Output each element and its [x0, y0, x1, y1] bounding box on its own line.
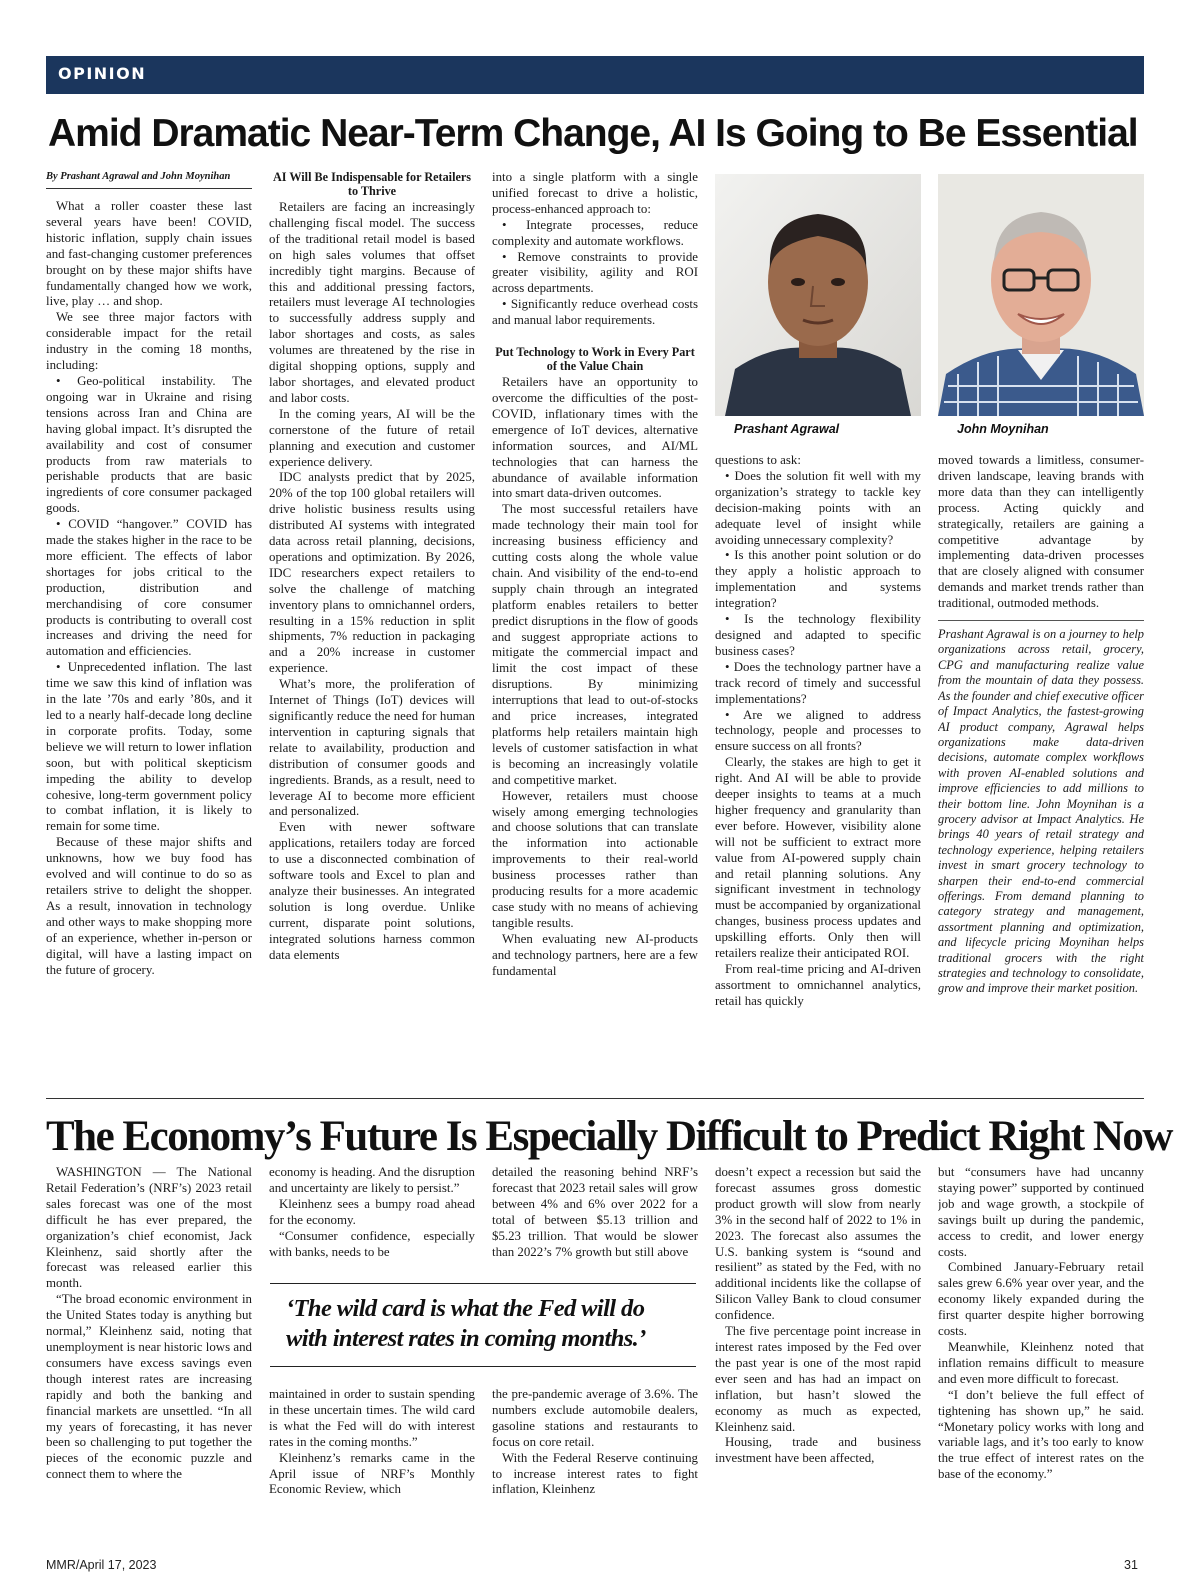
paragraph: Combined January-February retail sales grew 6.6% year over year, and the economy likely expanded during the first quarter despite higher borrowing costs. [938, 1260, 1144, 1339]
paragraph: “The broad economic environment in the United States today is anything but normal,” Kleinhenz said, noting that unemployment is near historic lows and consumers have excess savings even though interest rates are increasing rapidly and both the banking and financial markets are unsettled. “In all my years of forecasting, it has never been so challenging to put together the pieces of the economic puzzle and connect them to where the [46, 1292, 252, 1482]
section-banner [46, 56, 1144, 94]
paragraph: The most successful retailers have made technology their main tool for increasing business efficiency and cutting costs along the whole value chain. And visibility of the end-to-end supply chain through an integrated platform enables retailers to better predict disruptions in the flow of goods and suggest appropriate actions to mitigate the commercial impact and limit the cost impact of these disruptions. By minimizing interruptions that lead to out-of-stocks and price increases, integrated platforms help retailers maintain high levels of customer satisfaction in what is becoming an increasingly volatile and competitive market. [492, 502, 698, 787]
paragraph: Housing, trade and business investment have been affected, [715, 1435, 921, 1466]
paragraph: “Consumer confidence, especially with banks, needs to be [269, 1228, 475, 1259]
author-bio: Prashant Agrawal is on a journey to help organizations across retail, grocery, CPG and manufacturing realize value from the mountain of data they possess. As the founder and chief executive officer of Impact Analytics, the fastest-growing AI product company, Agrawal helps organizations make data-driven decisions, automate complex workflows with proven AI-enabled solutions and improve efficiencies to add millions to their bottom line. John Moynihan is a grocery advisor at Impact Analytics. He brings 40 years of retail strategy and technology experience, helping retailers invest in smart grocery technology to sharpen their end-to-end commercial offerings. From demand planning to category strategy and management, assortment planning and optimization, and lifecycle pricing Moynihan helps traditional grocers with the right strategies and technology to consolidate, grow and improve their market position. [938, 627, 1144, 996]
paragraph: In the coming years, AI will be the cornerstone of the future of retail planning and execution and customer experience delivery. [269, 406, 475, 469]
paragraph: IDC analysts predict that by 2025, 20% of the top 100 global retailers will drive holistic business results using distributed AI systems with integrated data across retail planning, decisions, operations and optimization. By 2026, IDC researchers expect retailers to solve the challenge of matching inventory plans to omnichannel orders, resulting in a 15% reduction in split shipments, 7% reduction in packaging and a 20% increase in customer experience. [269, 470, 475, 676]
paragraph: “I don’t believe the full effect of tightening has shown up,” he said. “Monetary policy works with long and variable lags, and it’s too early to know the true effect of interest rates on the base of the economy.” [938, 1387, 1144, 1482]
paragraph: detailed the reasoning behind NRF’s forecast that 2023 retail sales will grow between 4% and 6% over 2022 for a total of between $5.13 trillion and $5.23 trillion. That would be slower than 2022’s 7% growth but still above [492, 1165, 698, 1259]
paragraph: WASHINGTON — The National Retail Federation’s (NRF’s) 2023 retail sales forecast was one of the most difficult he has ever prepared, the organization’s chief economist, Jack Kleinhenz, said shortly after the forecast was released earlier this month. [46, 1165, 252, 1291]
bullet-paragraph: • COVID “hangover.” COVID has made the stakes higher in the race to be more efficient. The effects of labor shortages for jobs critical to the production, distribution and merchandising of core consumer products is contributing to overall cost increases and driving the need for automation and efficiencies. [46, 517, 252, 659]
paragraph: questions to ask: [715, 453, 801, 467]
article2-column-2-bottom [269, 1387, 475, 1547]
bullet-paragraph: • Integrate processes, reduce complexity and automate workflows. [492, 217, 698, 248]
paragraph: Kleinhenz’s remarks came in the April issue of NRF’s Monthly Economic Review, which [269, 1450, 475, 1497]
paragraph: However, retailers must choose wisely among emerging technologies and choose solutions that can translate the information into actionable improvements to their real-world business processes rather than producing results for a more academic case study with no means of achieving tangible results. [492, 788, 698, 930]
article1-column-1 [46, 170, 252, 1090]
byline: By Prashant Agrawal and John Moynihan [46, 170, 252, 189]
bullet-paragraph: • Significantly reduce overhead costs and manual labor requirements. [492, 297, 698, 328]
footer-publication-date: MMR/April 17, 2023 [46, 1558, 157, 1572]
article2-column-1 [46, 1165, 252, 1545]
article2-column-2-top [269, 1165, 475, 1277]
article1-column-5 [938, 453, 1144, 1090]
article2-headline: The Economy’s Future Is Especially Difficult to Predict Right Now [46, 1113, 1172, 1160]
bio-divider [938, 620, 1144, 621]
article1-column-2 [269, 170, 475, 1090]
article1-column-4 [715, 453, 921, 1090]
paragraph: What a roller coaster these last several years have been! COVID, historic inflation, supply chain issues and fast-changing customer preferences brought on by these major shifts have fundamentally changed how we work, live, play … and shop. [46, 199, 252, 309]
paragraph: Retailers are facing an increasingly challenging fiscal model. The success of the traditional retail model is based on high sales volumes that offset incredibly tight margins. Because of this and additional pressing factors, retailers must leverage AI technologies to successfully address supply and labor shortages and costs, as sales volumes are threatened by the rise in digital shopping options, supply and labor shortages, and elevated product and labor costs. [269, 200, 475, 405]
article2-column-5 [938, 1165, 1144, 1545]
paragraph: Meanwhile, Kleinhenz noted that inflation remains difficult to measure and even more difficult to forecast. [938, 1339, 1144, 1386]
paragraph: We see three major factors with considerable impact for the retail industry in the coming 18 months, including: [46, 310, 252, 373]
footer-page-number: 31 [1124, 1558, 1138, 1572]
photo-prashant-agrawal [715, 174, 921, 416]
bullet-paragraph: • Unprecedented inflation. The last time we saw this kind of inflation was in the late ’70s and early ’80s, and it led to a nearly half-decade long decline in corporate profits. Today, some believe we will return to lower inflation soon, but with political skepticism impeding the ability to develop cohesive, long-term government policy to combat inflation, it is likely to remain for some time. [46, 660, 252, 834]
article-divider [46, 1098, 1144, 1099]
paragraph: doesn’t expect a recession but said the forecast assumes gross domestic product growth will slow from nearly 3% in the second half of 2022 to 1% in 2023. The forecast also assumes the U.S. banking system is “sound and resilient” as stated by the Fed, with no additional incidents like the collapse of Silicon Valley Bank to cloud consumer confidence. [715, 1165, 921, 1323]
article2-column-3-bottom [492, 1387, 698, 1547]
paragraph: Clearly, the stakes are high to get it right. And AI will be able to provide deeper insights to teams at a much higher frequency and granularity than ever before. However, visibility alone will not be sufficient to extract more value from AI-powered supply chain and retail planning solutions. Any significant investment in technology must be accompanied by organizational changes, business process updates and upskilling efforts. Only then will retailers realize their anticipated ROI. [715, 755, 921, 961]
paragraph: into a single platform with a single unified forecast to drive a holistic, process-enhanced approach to: [492, 170, 698, 216]
subhead: Put Technology to Work in Every Part of the Value Chain [495, 345, 695, 374]
paragraph: economy is heading. And the disruption and uncertainty are likely to persist.” [269, 1165, 475, 1195]
photo-john-moynihan [938, 174, 1144, 416]
bullet-paragraph: • Is this another point solution or do they apply a holistic approach to implementation and systems integration? [715, 548, 921, 611]
bullet-paragraph: • Geo-political instability. The ongoing war in Ukraine and rising tensions across Iran and China are having global impact. It’s disrupted the availability and cost of consumer products from raw materials to perishable products that are basic ingredients of core consumer packaged goods. [46, 373, 252, 516]
paragraph: maintained in order to sustain spending in these uncertain times. The wild card is what the Fed will do with interest rates in the coming months.” [269, 1387, 475, 1449]
article2-column-3-top [492, 1165, 698, 1277]
photo-caption-prashant: Prashant Agrawal [734, 422, 840, 436]
article1-headline: Amid Dramatic Near-Term Change, AI Is Going to Be Essential [48, 112, 1138, 155]
article1-column-3 [492, 170, 698, 1090]
bullet-paragraph: • Are we aligned to address technology, people and processes to ensure success on all fronts? [715, 707, 921, 754]
paragraph: but “consumers have had uncanny staying power” supported by continued job and wage growth, a stockpile of savings built up during the pandemic, access to credit, and lower energy costs. [938, 1165, 1144, 1259]
paragraph: Even with newer software applications, retailers today are forced to use a disconnected combination of software tools and Excel to plan and analyze their businesses. An integrated solution is long overdue. Unlike current, disparate point solutions, integrated solutions harness common data elements [269, 820, 475, 962]
bullet-paragraph: • Does the technology partner have a track record of timely and successful implementations? [715, 659, 921, 706]
paragraph: moved towards a limitless, consumer-driven landscape, leaving brands with more data than they can intelligently process. Acting quickly and strategically, retailers are gaining a competitive advantage by implementing data-driven processes that are closely aligned with consumer demands and market trends rather than traditional, outmoded methods. [938, 453, 1144, 611]
paragraph: Because of these major shifts and unknowns, how we buy food has evolved and will continue to do so as retailers strive to delight the shopper. As a result, innovation in technology and other ways to make shopping more of an experience, whether in-person or digital, will have a lasting impact on the future of grocery. [46, 835, 252, 977]
article2-column-4 [715, 1165, 921, 1545]
paragraph: The five percentage point increase in interest rates imposed by the Fed over the past year is one of the most rapid ever seen and has had an impact on inflation, but hasn’t slowed the economy as much as expected, Kleinhenz said. [715, 1324, 921, 1434]
bullet-paragraph: • Does the solution fit well with my organization’s strategy to tackle key decision-making points with an adequate level of insight while avoiding unnecessary complexity? [715, 468, 921, 547]
paragraph: With the Federal Reserve continuing to increase interest rates to fight inflation, Kleinhenz [492, 1450, 698, 1497]
paragraph: the pre-pandemic average of 3.6%. The numbers exclude automobile dealers, gasoline stations and restaurants to focus on core retail. [492, 1387, 698, 1449]
bullet-paragraph: • Is the technology flexibility designed and adapted to specific business cases? [715, 612, 921, 658]
paragraph: Retailers have an opportunity to overcome the difficulties of the post-COVID, inflationary times with the emergence of IoT devices, alternative information sources, and AI/ML technologies that can harness the abundance of available information into smart data-driven outcomes. [492, 375, 698, 501]
photo-caption-john: John Moynihan [957, 422, 1049, 436]
paragraph: When evaluating new AI-products and technology partners, here are a few fundamental [492, 931, 698, 978]
section-label: OPINION [58, 64, 147, 83]
paragraph: Kleinhenz sees a bumpy road ahead for the economy. [269, 1196, 475, 1227]
paragraph: What’s more, the proliferation of Internet of Things (IoT) devices will significantly reduce the need for human intervention in capturing signals that relate to availability, production and distribution of consumer goods and ingredients. Brands, as a result, need to leverage AI to become more efficient and personalized. [269, 677, 475, 819]
paragraph: From real-time pricing and AI-driven assortment to omnichannel analytics, retail has quickly [715, 962, 921, 1008]
pull-quote: ‘The wild card is what the Fed will do with interest rates in coming months.’ [270, 1283, 696, 1367]
bullet-paragraph: • Remove constraints to provide greater visibility, agility and ROI across departments. [492, 249, 698, 296]
subhead: AI Will Be Indispensable for Retailers to Thrive [272, 170, 472, 198]
